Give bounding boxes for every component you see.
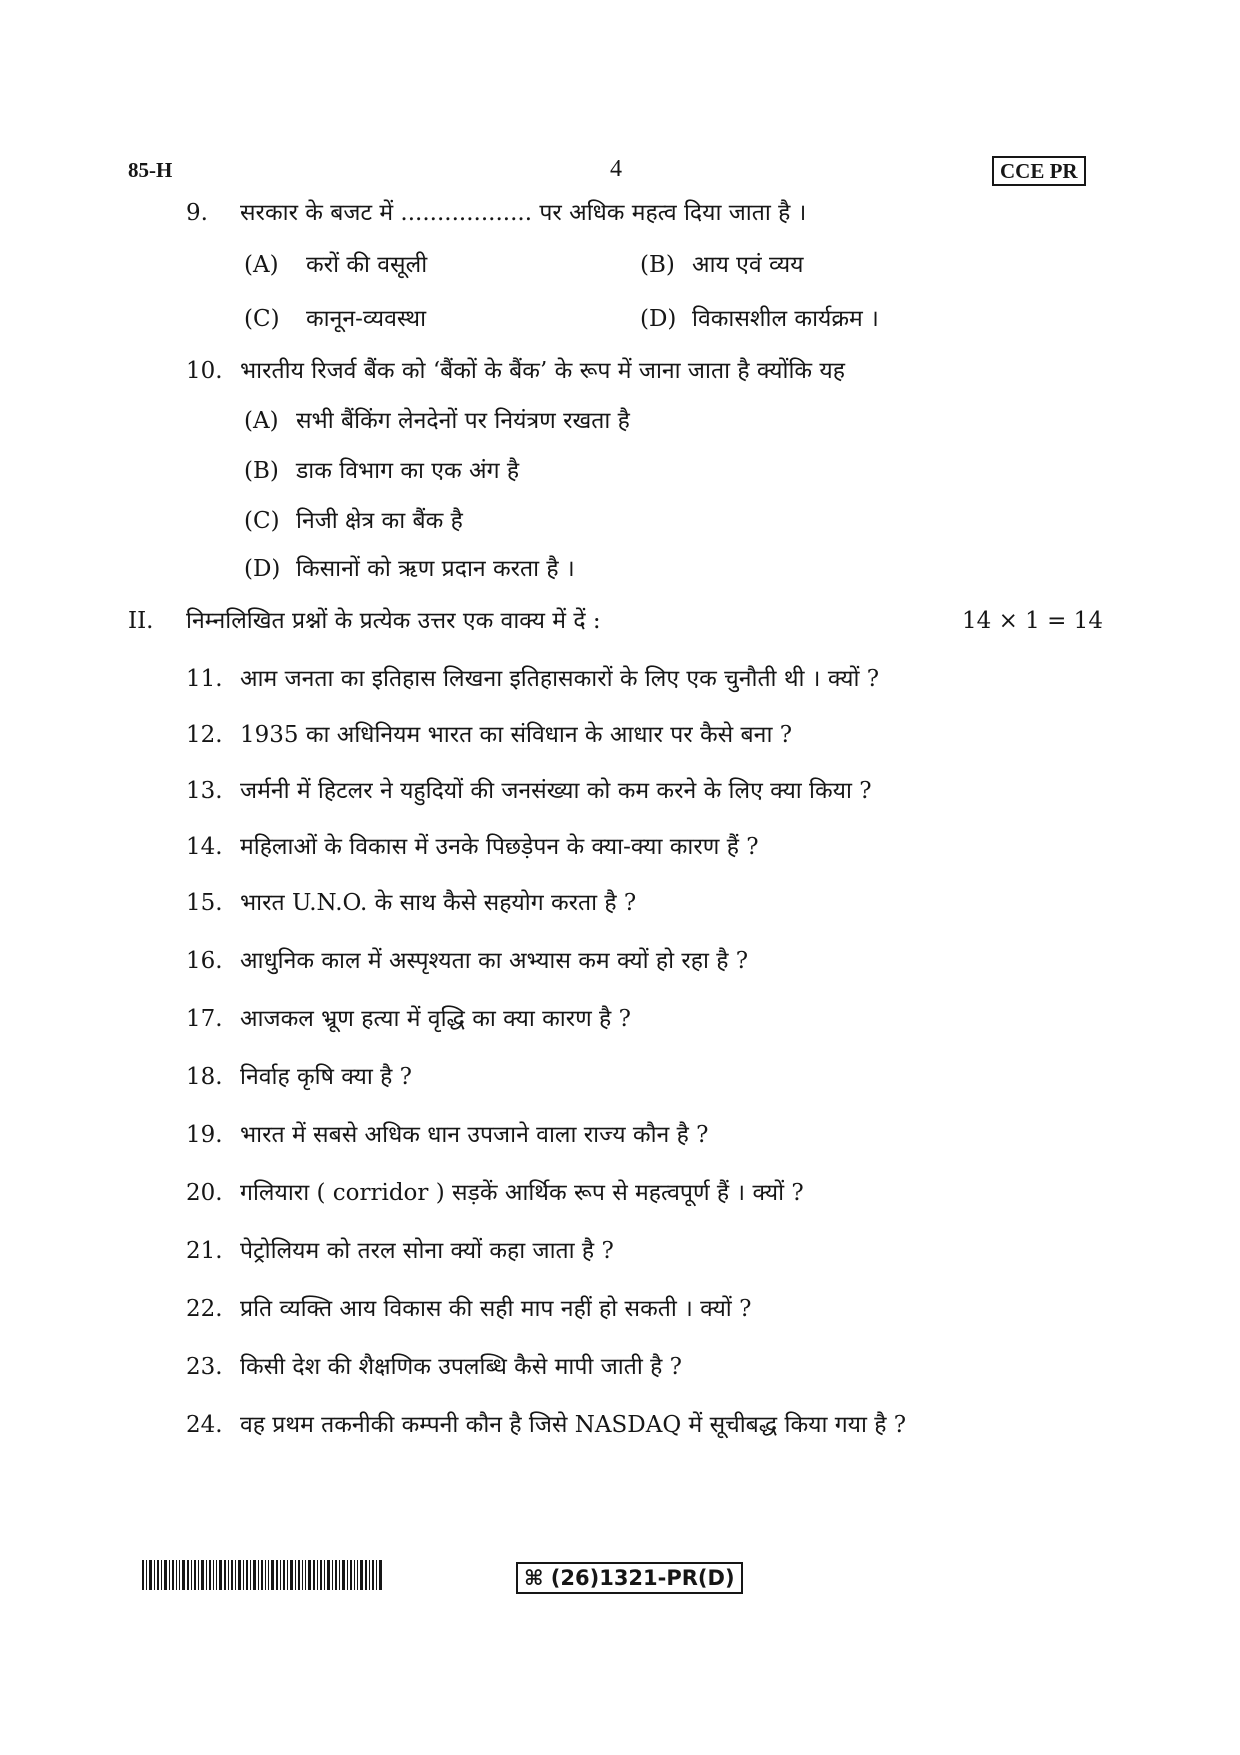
section-marks: 14 × 1 = 14: [962, 608, 1103, 634]
option-9b: (B) आय एवं व्यय: [640, 252, 804, 278]
option-10a: (A) सभी बैंकिंग लेनदेनों पर नियंत्रण रखता है: [244, 408, 630, 434]
question-9: [186, 198, 806, 228]
question-18: 18. निर्वाह कृषि क्या है ?: [186, 1064, 412, 1090]
question-text: सरकार के बजट में .................. पर अधिक महत्व दिया जाता है ।: [240, 200, 807, 226]
option-9c: (C) कानून-व्यवस्था: [244, 306, 427, 332]
question-11: 11. आम जनता का इतिहास लिखना इतिहासकारों के लिए एक चुनौती थी । क्यों ?: [186, 666, 880, 692]
option-10c: (C) निजी क्षेत्र का बैंक है: [244, 508, 463, 534]
paper-type-box: CCE PR: [992, 156, 1086, 186]
option-9d: (D) विकासशील कार्यक्रम ।: [640, 306, 879, 332]
option-10d: (D) किसानों को ऋण प्रदान करता है ।: [244, 556, 575, 582]
question-19: 19. भारत में सबसे अधिक धान उपजाने वाला राज्य कौन है ?: [186, 1122, 709, 1148]
question-number: 10.: [186, 358, 223, 384]
question-21: 21. पेट्रोलियम को तरल सोना क्यों कहा जाता है ?: [186, 1238, 614, 1264]
paper-code: 85-H: [128, 158, 173, 182]
barcode-icon: [142, 1560, 384, 1590]
page-number: 4: [610, 156, 622, 182]
question-24: 24. वह प्रथम तकनीकी कम्पनी कौन है जिसे NASDAQ में सूचीबद्ध किया गया है ?: [186, 1412, 907, 1438]
question-13: 13. जर्मनी में हिटलर ने यहुदियों की जनसंख्या को कम करने के लिए क्या किया ?: [186, 778, 872, 804]
question-number: 9.: [186, 200, 208, 226]
section-number: II.: [128, 608, 154, 634]
question-12: 12. 1935 का अधिनियम भारत का संविधान के आधार पर कैसे बना ?: [186, 722, 793, 748]
question-20: 20. गलियारा ( corridor ) सड़कें आर्थिक रूप से महत्वपूर्ण हैं । क्यों ?: [186, 1180, 804, 1206]
section-instruction: निम्नलिखित प्रश्नों के प्रत्येक उत्तर एक वाक्य में दें :: [186, 608, 601, 634]
question-10: [186, 356, 845, 386]
question-14: 14. महिलाओं के विकास में उनके पिछड़ेपन के क्या-क्या कारण हैं ?: [186, 834, 759, 860]
footer-code-box: ⌘ (26)1321-PR(D): [516, 1562, 743, 1594]
option-10b: (B) डाक विभाग का एक अंग है: [244, 458, 520, 484]
question-23: 23. किसी देश की शैक्षणिक उपलब्धि कैसे मापी जाती है ?: [186, 1354, 682, 1380]
question-17: 17. आजकल भ्रूण हत्या में वृद्धि का क्या कारण है ?: [186, 1006, 631, 1032]
question-15: 15. भारत U.N.O. के साथ कैसे सहयोग करता है ?: [186, 890, 637, 916]
question-22: 22. प्रति व्यक्ति आय विकास की सही माप नहीं हो सकती । क्यों ?: [186, 1296, 752, 1322]
question-text: भारतीय रिजर्व बैंक को ‘बैंकों के बैंक’ के रूप में जाना जाता है क्योंकि यह: [240, 358, 845, 384]
question-16: 16. आधुनिक काल में अस्पृश्यता का अभ्यास कम क्यों हो रहा है ?: [186, 948, 749, 974]
option-9a: (A) करों की वसूली: [244, 252, 428, 278]
